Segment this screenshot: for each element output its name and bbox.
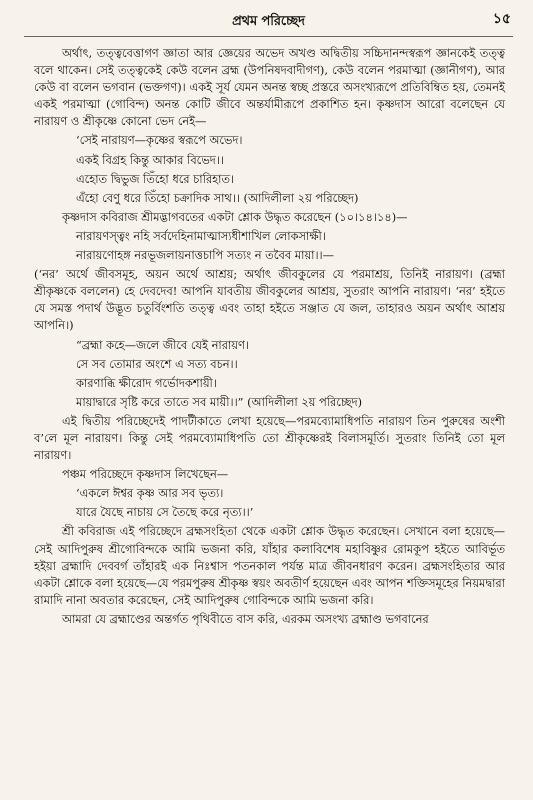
paragraph-p2: কৃষ্ণদাস কবিরাজ শ্রীমদ্ভাগবতের একটা শ্লোক উদ্ধৃত করেছেন (১০।১৪।১৪)— (62, 209, 408, 224)
verse-line: “ব্রহ্মা কহে—জলে জীবে যেই নারায়ণ। (76, 337, 249, 352)
page-body (34, 45, 505, 628)
paragraph-p3: (‘নর’ অর্থে জীবসমূহ, অয়ন অর্থে আশ্রয়; অর্থাৎ জীবকুলের যে পরমাশ্রয়, তিনিই নারায়ণ। (ব্রহ্মা শ্রীকৃষ্ণকে বললেন) হে দেবদেব! আপনি যাবতীয় জীবকুলের আশ্রয়, সুতরাং আপনি নারায়ণ। ‘নর’ হইতে যে সমস্ত পদার্থ উদ্ভূত চতুর্বিংশতি তত্ত্ব এবং তাহা হইতে সঞ্জাত যে জল, তাহারও অয়ন অর্থাৎ আশ্রয় আপনি।) (34, 267, 505, 333)
verse-line: একই বিগ্রহ কিন্তু আকার বিভেদ।। (76, 152, 224, 167)
paragraph-p1: অর্থাৎ, তত্ত্ববেত্তাগণ জ্ঞাতা আর জ্ঞেয়ের অভেদ অখণ্ড অদ্বিতীয় সচ্চিদানন্দস্বরূপ জ্ঞানকেই তত্ত্ব বলে থাকেন। সেই তত্ত্বকেই কেউ বলেন ব্রহ্ম (উপনিষদবাদীগণ), কেউ বলেন পরমাত্মা (জ্ঞানীগণ), আর কেউ বা বলেন ভগবান (ভক্তগণ)। একই সূর্য যেমন অনন্ত স্বচ্ছ প্রস্তরে অসংখ্যরূপে প্রতিবিম্বিত হয়, তেমনই একই পরমাত্মা (গোবিন্দ) অনন্ত কোটি জীবে অন্তর্যামীরূপে প্রকাশিত হন। কৃষ্ণদাস আরো বলেছেন যে নারায়ণ ও শ্রীকৃষ্ণে কোনো ভেদ নেই— (34, 46, 505, 129)
verse-v4 (34, 485, 505, 521)
verse-line: ‘একলে ঈশ্বর কৃষ্ণ আর সব ভৃত্য। (76, 486, 224, 501)
paragraph-p4: এই দ্বিতীয় পরিচ্ছেদেই পাদটীকাতে লেখা হয়েছে—পরমব্যোমাধিপতি নারায়ণ তিন পুরুষের অংশী ব’লে মূল নারায়ণ। কিন্তু সেই পরমব্যোমাধিপতি তো শ্রীকৃষ্ণেরই বিলাসমূর্তি। সুতরাং তিনিই তো মূল নারায়ণ। (34, 413, 505, 463)
verse-line: এঁহো বেণু ধরে তিঁহো চক্রাদিক সাথ।। (আদিলীলা ২য় পরিচ্ছেদ) (76, 190, 359, 205)
verse-v1 (34, 132, 505, 206)
verse-line: যারে যৈছে নাচায় সে তৈছে করে নৃত্য।।’ (76, 505, 254, 520)
verse-line: এহোত দ্বিভুজ তিঁহো ধরে চারিহাত। (76, 171, 235, 186)
verse-v2 (34, 228, 505, 264)
verse-line: কারণাব্ধি ক্ষীরোদ গর্ভোদকশায়ী। (76, 375, 217, 390)
verse-line: নারায়ণোহঙ্গ নরভূজলায়নাত্তচাপি সত্যং ন তবৈব মায়া।।— (76, 248, 334, 263)
running-head: প্রথম পরিচ্ছেদ (232, 14, 305, 29)
paragraph-p7: আমরা যে ব্রহ্মাণ্ডের অন্তর্গত পৃথিবীতে বাস করি, এরকম অসংখ্য ব্রহ্মাণ্ড ভগবানের (62, 611, 429, 626)
page-number: ১৫ (492, 11, 511, 27)
verse-line: ‘সেই নারায়ণ—কৃষ্ণের স্বরূপে অভেদ। (76, 133, 243, 148)
paragraph-p6: শ্রী কবিরাজ এই পরিচ্ছেদে ব্রহ্মসংহিতা থেকে একটা শ্লোক উদ্ধৃত করেছেন। সেখানে বলা হয়েছে—সেই আদিপুরুষ শ্রীগোবিন্দকে আমি ভজনা করি, যাঁহার কলাবিশেষ মহাবিষ্ণুর রোমকূপ হইতে আবির্ভূত হইয়া ব্রহ্মাদি দেববর্গ তাঁহারই এক নিঃশ্বাস পতনকাল পর্যন্ত মাত্র জীবনধারণ করেন। ব্রহ্মসংহিতার আর একটা শ্লোকে বলা হয়েছে—যে পরমপুরুষ শ্রীকৃষ্ণ স্বয়ং অবতীর্ণ হয়েছেন এবং আপন শক্তিসমূহের নিয়মদ্বারা রামাদি নানা অবতার করেছেন, সেই আদিপুরুষ গোবিন্দকে আমি ভজনা করি। (34, 524, 505, 607)
verse-line: মায়াদ্বারে সৃষ্টি করে তাতে সব মায়ী।।” (আদিলীলা ২য় পরিচ্ছেদ) (76, 394, 363, 409)
page-header (24, 8, 513, 37)
verse-line: নারায়ণস্ত্বং নহি সর্বদেহিনামাত্মাস্যধীশাখিল লোকসাক্ষী। (76, 228, 326, 243)
verse-v3 (34, 337, 505, 411)
paragraph-p5: পঞ্চম পরিচ্ছেদে কৃষ্ণদাস লিখেছেন— (62, 467, 229, 482)
verse-line: সে সব তোমার অংশে এ সত্য বচন।। (76, 356, 238, 371)
